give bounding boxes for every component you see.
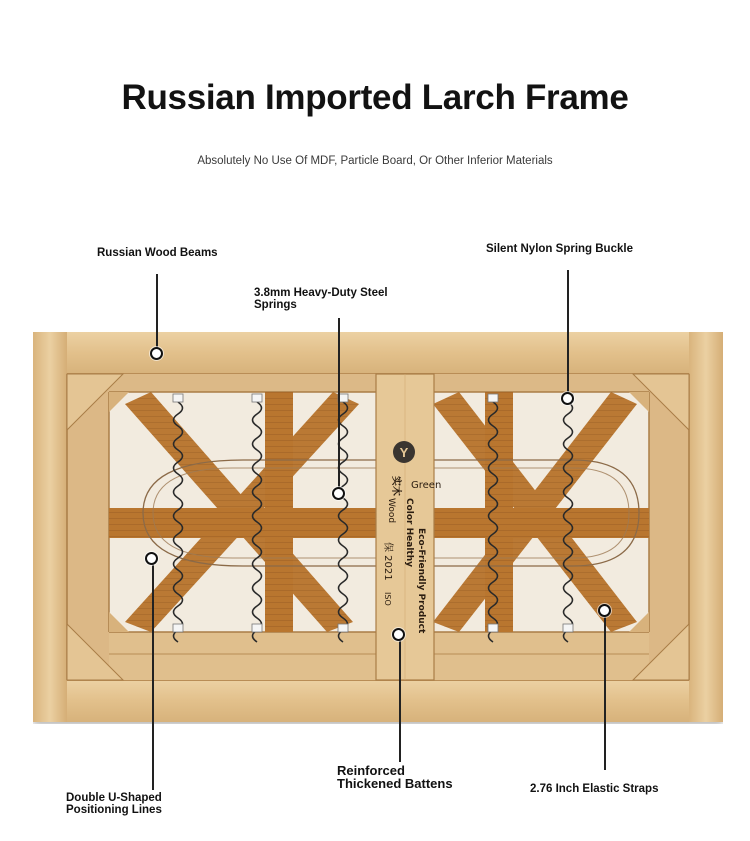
callout-wood-beams-dot[interactable] [150,347,163,360]
buckle-bottom-3 [338,624,348,632]
callout-steel-springs-line1: 3.8mm Heavy-Duty Steel [254,287,388,299]
callout-u-lines-dot[interactable] [145,552,158,565]
page-subtitle: Absolutely No Use Of MDF, Particle Board, Or Other Inferior Materials [197,155,553,167]
top-beam [33,332,723,374]
callout-elastic-straps-dot[interactable] [598,604,611,617]
page-title: Russian Imported Larch Frame [121,78,629,117]
buckle-top-1 [173,394,183,402]
batten-tag-wood: Wood [386,498,396,524]
callout-elastic-straps-label: 2.76 Inch Elastic Straps [530,783,659,795]
buckle-bottom-5 [563,624,573,632]
callout-battens-line2: Thickened Battens [337,776,453,791]
buckle-bottom-1 [173,624,183,632]
buckle-top-2 [252,394,262,402]
callout-steel-springs-line2: Springs [254,299,297,311]
callout-spring-buckle-label: Silent Nylon Spring Buckle [486,243,633,255]
left-beam [33,332,67,722]
batten-tag-cn2: 保 2021 [382,542,393,581]
callout-u-lines-line1: Double U-Shaped [66,792,162,804]
batten-tag-iso: ISO [383,592,392,606]
strap-vertical-2 [485,392,513,632]
callout-u-lines-line2: Positioning Lines [66,804,162,816]
right-beam [689,332,723,722]
callout-steel-springs-label [254,287,388,311]
buckle-top-3 [338,394,348,402]
batten-logo-letter: Y [399,445,409,460]
callout-elastic-straps-line [604,614,606,770]
callout-steel-springs-dot[interactable] [332,487,345,500]
callout-spring-buckle-dot[interactable] [561,392,574,405]
callout-u-lines-label [66,792,162,816]
callout-battens-label [337,764,453,790]
callout-spring-buckle-line [567,270,569,400]
batten-tag-eco1: Color Healthy [404,498,414,567]
buckle-bottom-2 [252,624,262,632]
callout-wood-beams-label: Russian Wood Beams [97,247,218,259]
batten-tag-eco2: Eco-Friendly Product [416,528,426,634]
buckle-top-4 [488,394,498,402]
batten-tag-cn1: 实木 [390,476,401,496]
larch-frame-illustration [33,332,723,724]
callout-wood-beams-line [156,274,158,354]
batten-tag-green: Green [411,480,442,491]
strap-vertical-1 [265,392,293,632]
callout-steel-springs-line [338,318,340,494]
callout-battens-line1: Reinforced [337,763,405,778]
callout-battens-line [399,638,401,762]
callout-battens-dot[interactable] [392,628,405,641]
buckle-bottom-4 [488,624,498,632]
callout-u-lines-line [152,562,154,790]
frame-svg [33,332,723,724]
bottom-beam [33,680,723,722]
